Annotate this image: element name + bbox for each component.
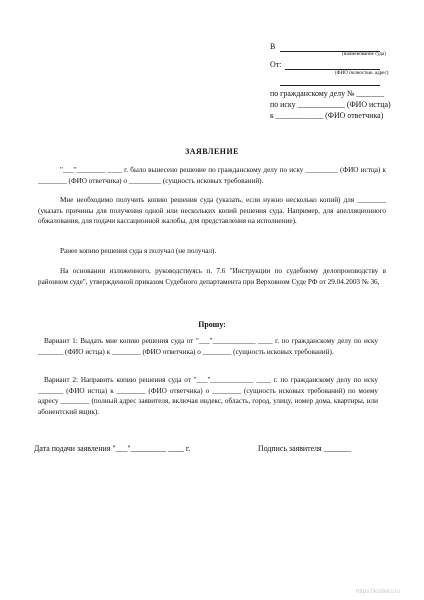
document-title: ЗАЯВЛЕНИЕ (185, 147, 239, 156)
from-prefix: От: (270, 60, 282, 69)
to-prefix: В (270, 42, 276, 51)
basis-paragraph: На основании изложенного, руководствуясь п. 7.6 "Инструкции по судебному делопроизводству в районном суде", утвержденной приказом Судебного департамента при Верховном Суде РФ от 29.04.2003 № 36, (38, 267, 386, 286)
applicant-caption: (ФИО полностью. адрес) (335, 71, 389, 76)
watermark: https://kodeks.ru (356, 589, 401, 595)
variant-1-paragraph: Вариант 1: Выдать мне копию решения суда от "___"____________ ____ г. по гражданскому делу по иску _______ (ФИО истца) к ________ (ФИО ответчика) о ________ (сущность исковых требований). (38, 337, 378, 356)
variant-2-paragraph: Вариант 2: Направить копию решения суда от "___"____________ ____ г. по гражданскому делу по иску _______ (ФИО истца) к ________ (ФИО ответчика) о ________ (сущность исковых требований) по моему адресу ________ (полный адрес заявителя, включая индекс, область, город, улицу, номер дома, квартиры, или абонентский ящик). (38, 376, 378, 416)
court-caption: (наименование суда) (342, 52, 386, 57)
applicant-line (285, 69, 380, 70)
need-copy-paragraph: Мне необходимо получить копию решения суда (указать, если нужно несколько копий) для ________ (указать причины для получения одной или нескольких копий решения суда. Например, для апелляционного обжалования, для подачи кассационной жалобы, для представления на исполнение). (38, 196, 386, 226)
case-line: по гражданскому делу № _______ (270, 89, 385, 98)
applicant-address-line (280, 85, 380, 86)
defendant-line: к ____________ (ФИО ответчика) (270, 111, 384, 120)
earlier-copy-paragraph: Ранее копию решения суда я получал (не получал). (60, 247, 217, 255)
applicant-signature: Подпись заявителя _______ (258, 444, 352, 453)
intro-paragraph: "___"________ ____ г. было вынесено решение по гражданскому делу по иску _________ (ФИО истца) к ________ (ФИО ответчика) о _________ (сущность исковых требований). (38, 166, 386, 185)
request-heading: Прошу: (198, 320, 226, 329)
submission-date: Дата подачи заявления "___"_________ ____ г. (34, 444, 191, 453)
plaintiff-line: по иску ____________ (ФИО истца) (270, 100, 391, 109)
